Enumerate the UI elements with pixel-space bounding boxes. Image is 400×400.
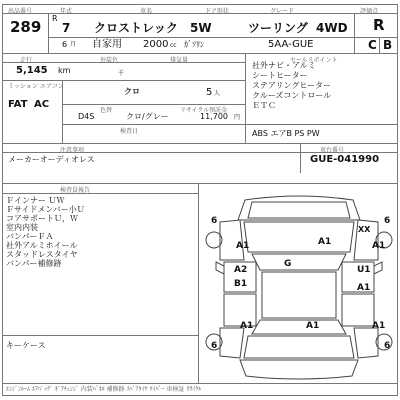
recycle-fee: 11,700 [200, 112, 228, 121]
row-divider [2, 152, 398, 153]
damage-mark: U1 [357, 265, 371, 275]
footer-text: ｴﾝｼﾞﾝﾙｰﾑ ｴｱﾊﾞｯｸﾞ ｷﾞｱﾁｪﾝｼﾞ 内装ﾊﾟﾈﾙ 補修跡 ｽﾍﾟｱﾀｲﾔ ﾜｲﾊﾟｰ 車検証 ﾘｻｲｸﾙ [6, 386, 202, 393]
seats-unit: 人 [214, 90, 221, 97]
equipment-item: 社外ナビ・アルミ [252, 61, 316, 70]
accessory-text: キーケース [6, 341, 46, 350]
notes-header: 注意事項 [60, 147, 85, 154]
make-model: クロストレック [94, 21, 178, 35]
mileage-value: 5,145 [16, 65, 48, 76]
shift-header: ミッション [8, 83, 38, 90]
condition-item: Ｆサイドメンバー小Ｕ [6, 205, 85, 214]
mileage-thousand-unit: 千 [118, 70, 125, 77]
lot-header: 出品番号 [8, 8, 33, 15]
seats-value: 5 [206, 87, 213, 98]
damage-mark: A1 [240, 321, 254, 331]
damage-mark: A1 [236, 241, 250, 251]
condition-item: 社外アルミホイール [6, 241, 78, 250]
drive-type: 4WD [316, 21, 348, 35]
month-unit: 月 [70, 41, 77, 48]
damage-mark: A1 [357, 283, 371, 293]
damage-mark: A1 [372, 241, 386, 251]
row-divider [48, 37, 398, 38]
recycle-header: リサイクル預託金 [180, 107, 228, 114]
condition-header: 検査員報告 [60, 187, 91, 194]
body-type: 5W [190, 21, 212, 35]
tire-mark: 6 [384, 341, 391, 351]
col-divider [300, 143, 301, 173]
condition-item: Ｆインナー ＵＷ [6, 196, 65, 205]
exterior-color: クロ [124, 87, 140, 96]
interior-color: クロ/グレー [126, 112, 169, 121]
row-divider [2, 183, 398, 184]
tire-mark: 6 [384, 216, 391, 226]
damage-mark: A1 [318, 237, 332, 247]
aircon-header: エアコン [40, 83, 64, 90]
col-divider [198, 183, 199, 383]
condition-item: コアサポートＵ，Ｗ [6, 214, 78, 223]
row-divider [2, 335, 198, 336]
row-divider [2, 80, 245, 81]
damage-mark: A2 [234, 265, 248, 275]
year-code: R [52, 14, 58, 23]
color-code-header: 色替 [100, 107, 113, 114]
recycle-unit: 円 [234, 114, 241, 121]
row-divider [2, 143, 398, 144]
usage: 自家用 [92, 39, 122, 50]
frame-header: 車台番号 [320, 147, 345, 154]
options-list: ABS エアB PS PW [252, 129, 320, 138]
make-header: 車名 [140, 8, 153, 15]
row-divider [2, 62, 245, 63]
equipment-item: クルーズコントロール [252, 91, 332, 100]
row-divider [2, 383, 398, 384]
damage-mark: G [284, 259, 292, 269]
col-divider [245, 53, 246, 143]
equipment-list [252, 62, 331, 110]
class-header: 排気量 [170, 57, 189, 64]
grade-header: グレード [270, 8, 295, 15]
damage-mark: A1 [372, 321, 386, 331]
equipment-header: セールスポイント [290, 57, 338, 64]
tire-mark: 6 [211, 216, 218, 226]
grade-name: ツーリング [248, 21, 308, 35]
damage-mark: A1 [306, 321, 320, 331]
fuel-type: ｶﾞｿﾘﾝ [184, 40, 204, 49]
col-divider [354, 13, 355, 53]
lot-number: 289 [10, 18, 42, 36]
frame-number: GUE-041990 [310, 154, 380, 165]
equipment-item: シートヒーター [252, 71, 308, 80]
displacement-unit: cc [170, 42, 177, 49]
condition-item: スタッドレスタイヤ [6, 250, 78, 259]
condition-item: バンパー補修跡 [6, 259, 62, 268]
aircon: AC [34, 99, 50, 110]
transmission: FAT [8, 99, 28, 110]
condition-list [6, 197, 85, 268]
grade-letter: R [373, 16, 385, 34]
mileage-unit: km [58, 66, 71, 75]
door-header: ドア形状 [205, 8, 229, 15]
interior-grade: C [368, 38, 377, 52]
col-divider [62, 80, 63, 143]
model-code: 5AA-GUE [268, 39, 314, 50]
row-divider [2, 193, 198, 194]
condition-item: 室内内装 [6, 223, 38, 232]
year-value: 7 [62, 21, 71, 35]
row-divider [2, 13, 398, 14]
col-divider [379, 37, 380, 53]
color-header: 外装色 [100, 57, 119, 64]
year-header: 年式 [60, 8, 73, 15]
shift-type: D4S [78, 112, 95, 121]
mileage-header: 走行 [20, 57, 33, 64]
tire-mark: 6 [211, 341, 218, 351]
equipment-item: ＥＴＣ [252, 101, 276, 110]
row-divider [2, 53, 398, 54]
score-header: 評価点 [360, 8, 379, 15]
row-divider [245, 124, 398, 125]
equipment-item: ステアリングヒーター [252, 81, 332, 90]
month-value: 6 [62, 40, 68, 49]
col-divider [48, 13, 49, 53]
damage-mark: XX [358, 225, 371, 234]
inspection-header: 検査日 [120, 128, 139, 135]
exterior-grade: B [383, 38, 393, 52]
damage-mark: B1 [234, 279, 248, 289]
displacement: 2000 [143, 39, 169, 50]
condition-item: バンパーＦＡ [6, 232, 54, 241]
notes-text: メーカーオーディオレス [8, 155, 95, 164]
row-divider [62, 124, 245, 125]
